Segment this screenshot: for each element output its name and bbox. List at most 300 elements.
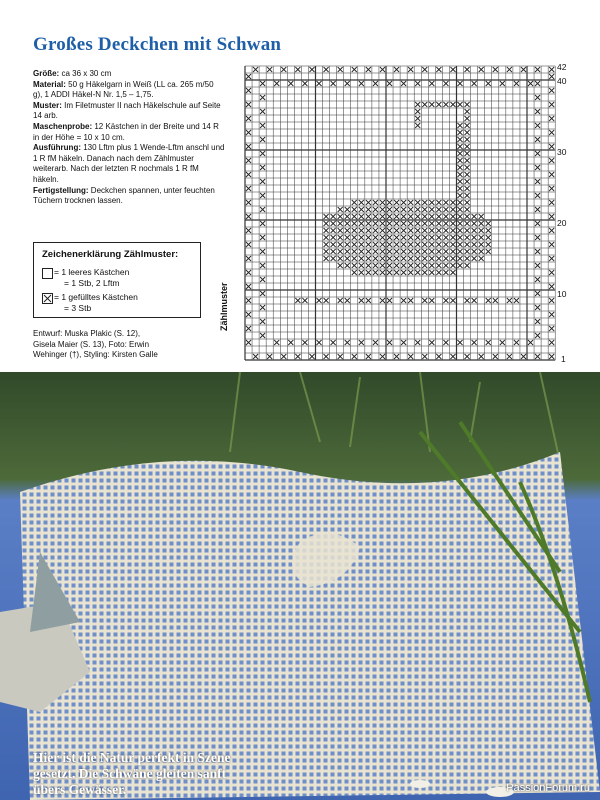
row-number: 1 — [561, 354, 566, 364]
filled-square — [401, 340, 406, 345]
filled-square — [387, 221, 392, 226]
filled-square — [465, 235, 470, 240]
filled-square — [260, 109, 265, 114]
filled-square — [253, 354, 258, 359]
filled-square — [394, 242, 399, 247]
filled-square — [246, 270, 251, 275]
filled-square — [394, 200, 399, 205]
filled-square — [422, 235, 427, 240]
filled-square — [415, 109, 420, 114]
filled-square — [535, 165, 540, 170]
filled-square — [450, 102, 455, 107]
filled-square — [352, 249, 357, 254]
filled-square — [549, 228, 554, 233]
filled-square — [458, 137, 463, 142]
filled-square — [549, 88, 554, 93]
filled-square — [443, 256, 448, 261]
filled-square — [443, 221, 448, 226]
filled-square — [260, 305, 265, 310]
filled-square — [401, 263, 406, 268]
filled-square — [549, 312, 554, 317]
filled-square — [549, 172, 554, 177]
filled-square — [465, 144, 470, 149]
filled-square — [394, 228, 399, 233]
filled-square — [394, 207, 399, 212]
filled-square — [458, 200, 463, 205]
filled-square — [373, 263, 378, 268]
filled-square — [549, 214, 554, 219]
filled-square — [422, 207, 427, 212]
filled-square — [380, 235, 385, 240]
legend-title: Zeichenerklärung Zählmuster: — [42, 249, 179, 260]
filled-square — [436, 354, 441, 359]
filled-square — [359, 235, 364, 240]
filled-square — [436, 67, 441, 72]
filled-square — [260, 291, 265, 296]
filled-square — [394, 67, 399, 72]
filled-square — [458, 249, 463, 254]
filled-square — [373, 235, 378, 240]
filled-square — [493, 354, 498, 359]
filled-square — [436, 228, 441, 233]
filled-square — [387, 263, 392, 268]
filled-square — [535, 319, 540, 324]
filled-square — [331, 235, 336, 240]
filled-square — [500, 340, 505, 345]
filled-square — [549, 354, 554, 359]
filled-square — [472, 235, 477, 240]
filled-square — [260, 235, 265, 240]
filled-square — [458, 172, 463, 177]
filled-square — [465, 179, 470, 184]
filled-square — [260, 333, 265, 338]
filled-square — [408, 298, 413, 303]
filled-square — [472, 242, 477, 247]
filled-square — [246, 256, 251, 261]
filled-square — [373, 207, 378, 212]
filled-square — [260, 123, 265, 128]
filled-square — [465, 151, 470, 156]
filled-square — [436, 270, 441, 275]
filled-square — [472, 221, 477, 226]
filled-square — [450, 249, 455, 254]
filled-square — [549, 256, 554, 261]
filled-square — [458, 158, 463, 163]
filled-square — [373, 270, 378, 275]
filled-square — [260, 95, 265, 100]
filled-square — [331, 340, 336, 345]
filled-square — [429, 200, 434, 205]
filled-square — [366, 249, 371, 254]
filled-square — [415, 207, 420, 212]
filled-square — [387, 214, 392, 219]
filled-square — [465, 193, 470, 198]
filled-square — [345, 221, 350, 226]
filled-square — [338, 298, 343, 303]
filled-square — [246, 228, 251, 233]
filled-square — [458, 228, 463, 233]
filled-square — [465, 214, 470, 219]
filled-square — [479, 354, 484, 359]
filled-square — [443, 200, 448, 205]
filled-square — [422, 270, 427, 275]
filled-square — [401, 221, 406, 226]
filled-square — [253, 67, 258, 72]
filled-square — [281, 67, 286, 72]
filled-square — [458, 130, 463, 135]
filled-square — [465, 102, 470, 107]
filled-square — [479, 256, 484, 261]
filled-square — [380, 263, 385, 268]
filled-square — [288, 81, 293, 86]
filled-square — [246, 102, 251, 107]
filled-square — [429, 249, 434, 254]
filled-square — [429, 235, 434, 240]
filled-square — [443, 214, 448, 219]
filled-square — [359, 81, 364, 86]
filled-square — [359, 298, 364, 303]
filled-square — [422, 214, 427, 219]
filled-square — [352, 67, 357, 72]
filled-square — [380, 67, 385, 72]
filled-square — [288, 340, 293, 345]
filled-square — [549, 74, 554, 79]
filled-square — [422, 200, 427, 205]
filled-square — [458, 214, 463, 219]
filled-square — [331, 81, 336, 86]
filled-square — [401, 81, 406, 86]
filled-square — [450, 207, 455, 212]
filled-square — [246, 284, 251, 289]
filled-square — [352, 214, 357, 219]
filled-square — [345, 256, 350, 261]
filled-square — [465, 123, 470, 128]
filled-square — [429, 102, 434, 107]
filled-square — [443, 298, 448, 303]
filled-square — [366, 242, 371, 247]
filled-square — [359, 214, 364, 219]
legend-empty-line2: = 1 Stb, 2 Lftm — [64, 278, 120, 288]
filled-square — [429, 207, 434, 212]
filled-square — [479, 242, 484, 247]
filled-square — [535, 263, 540, 268]
filled-square — [246, 186, 251, 191]
filled-square — [422, 354, 427, 359]
filled-square — [465, 130, 470, 135]
filled-square — [380, 270, 385, 275]
filled-square — [535, 109, 540, 114]
filled-square — [507, 298, 512, 303]
filled-square — [535, 221, 540, 226]
filled-square — [472, 256, 477, 261]
filled-square — [549, 242, 554, 247]
filled-square — [458, 256, 463, 261]
filled-square — [535, 354, 540, 359]
filled-square — [246, 158, 251, 163]
filled-square — [246, 88, 251, 93]
filled-square — [450, 67, 455, 72]
filled-square — [443, 102, 448, 107]
filled-square — [366, 228, 371, 233]
filled-square — [549, 340, 554, 345]
filled-square — [479, 214, 484, 219]
filled-square — [450, 235, 455, 240]
filled-square — [338, 67, 343, 72]
filled-square — [486, 298, 491, 303]
filled-square — [535, 95, 540, 100]
filled-square — [450, 354, 455, 359]
filled-square — [373, 256, 378, 261]
filled-square — [458, 186, 463, 191]
filled-square — [486, 249, 491, 254]
filled-square — [380, 200, 385, 205]
filled-square — [514, 298, 519, 303]
filled-square — [317, 81, 322, 86]
filled-square — [246, 312, 251, 317]
filled-square — [429, 221, 434, 226]
filled-square — [436, 214, 441, 219]
filled-square — [465, 186, 470, 191]
filled-square — [486, 221, 491, 226]
filled-square — [415, 123, 420, 128]
filled-square — [366, 354, 371, 359]
filled-square — [465, 256, 470, 261]
filled-square — [387, 200, 392, 205]
filled-square — [535, 179, 540, 184]
filled-square — [366, 298, 371, 303]
filled-square — [324, 228, 329, 233]
legend-empty-line1: = 1 leeres Kästchen — [54, 267, 130, 277]
filled-square — [331, 256, 336, 261]
filled-square — [479, 221, 484, 226]
filled-square — [408, 242, 413, 247]
filled-square — [302, 298, 307, 303]
filled-square — [260, 165, 265, 170]
filled-square — [429, 340, 434, 345]
filled-square — [401, 207, 406, 212]
filled-square — [549, 200, 554, 205]
filled-square — [345, 228, 350, 233]
filled-square — [387, 228, 392, 233]
filled-square — [535, 123, 540, 128]
filled-square — [359, 221, 364, 226]
filled-square — [359, 263, 364, 268]
filled-square — [352, 354, 357, 359]
filled-square — [373, 214, 378, 219]
filled-square — [408, 270, 413, 275]
filled-square — [549, 116, 554, 121]
filled-square — [352, 200, 357, 205]
filled-square — [549, 298, 554, 303]
filled-square — [408, 354, 413, 359]
filled-square — [415, 235, 420, 240]
legend-filled-line2: = 3 Stb — [64, 303, 92, 313]
filled-square — [338, 354, 343, 359]
filled-square — [408, 67, 413, 72]
filled-square — [429, 298, 434, 303]
filled-square — [380, 249, 385, 254]
filled-square — [535, 305, 540, 310]
filled-square — [528, 81, 533, 86]
filled-square — [465, 249, 470, 254]
filled-square — [415, 228, 420, 233]
filled-square — [373, 81, 378, 86]
filled-square — [521, 67, 526, 72]
filled-square — [450, 298, 455, 303]
filled-square — [422, 249, 427, 254]
filled-square — [387, 207, 392, 212]
filled-square — [331, 242, 336, 247]
photo-caption: Hier ist die Natur perfekt in Szene gesetzt. Die Schwäne gleiten sanft übers Gewässer. — [33, 750, 231, 797]
filled-square — [535, 151, 540, 156]
info-gauge: Maschenprobe: 12 Kästchen in der Breite und 14 R in der Höhe = 10 x 10 cm. — [33, 121, 219, 142]
filled-square — [324, 249, 329, 254]
filled-square — [443, 81, 448, 86]
filled-square — [549, 186, 554, 191]
info-finishing: Fertigstellung: Deckchen spannen, unter feuchten Tüchern trocknen lassen. — [33, 185, 215, 206]
filled-square — [549, 284, 554, 289]
filled-square — [366, 207, 371, 212]
filled-square — [317, 340, 322, 345]
filled-square — [422, 298, 427, 303]
filled-square — [345, 235, 350, 240]
filled-square — [486, 340, 491, 345]
filled-square — [486, 235, 491, 240]
filled-square — [359, 207, 364, 212]
filled-square — [408, 256, 413, 261]
filled-square — [246, 200, 251, 205]
filled-square — [458, 207, 463, 212]
filled-square — [260, 277, 265, 282]
filled-square — [394, 354, 399, 359]
filled-square — [415, 263, 420, 268]
filled-square — [267, 354, 272, 359]
filled-square — [281, 354, 286, 359]
filled-square — [352, 221, 357, 226]
filled-square — [422, 221, 427, 226]
filled-square — [352, 207, 357, 212]
filled-square — [352, 235, 357, 240]
filled-square — [415, 221, 420, 226]
filled-square — [415, 340, 420, 345]
filled-square — [465, 221, 470, 226]
filled-square — [401, 235, 406, 240]
filled-square — [394, 221, 399, 226]
filled-square — [408, 228, 413, 233]
filled-square — [549, 67, 554, 72]
counting-chart — [0, 0, 600, 370]
filled-square — [352, 270, 357, 275]
filled-square — [422, 256, 427, 261]
filled-square — [331, 249, 336, 254]
filled-square — [415, 270, 420, 275]
filled-square — [443, 235, 448, 240]
filled-square — [295, 354, 300, 359]
filled-square — [352, 242, 357, 247]
filled-square — [465, 228, 470, 233]
filled-square — [380, 298, 385, 303]
filled-square — [436, 102, 441, 107]
filled-square — [359, 340, 364, 345]
filled-square — [493, 67, 498, 72]
filled-square — [408, 249, 413, 254]
filled-square — [345, 242, 350, 247]
filled-square — [465, 165, 470, 170]
row-number: 40 — [557, 76, 567, 86]
filled-square — [359, 270, 364, 275]
filled-square — [338, 214, 343, 219]
filled-square — [246, 116, 251, 121]
filled-square — [429, 214, 434, 219]
filled-square — [345, 263, 350, 268]
filled-square — [458, 151, 463, 156]
filled-square — [422, 228, 427, 233]
filled-square — [450, 256, 455, 261]
filled-square — [535, 249, 540, 254]
filled-square — [429, 270, 434, 275]
filled-square — [458, 144, 463, 149]
filled-square — [401, 214, 406, 219]
filled-square — [260, 263, 265, 268]
filled-square — [472, 298, 477, 303]
filled-square — [387, 340, 392, 345]
filled-square — [338, 207, 343, 212]
filled-square — [408, 200, 413, 205]
filled-square — [429, 263, 434, 268]
filled-square — [436, 200, 441, 205]
filled-square — [387, 242, 392, 247]
filled-square — [260, 319, 265, 324]
filled-square — [443, 270, 448, 275]
filled-square — [415, 249, 420, 254]
filled-square — [436, 256, 441, 261]
filled-square — [246, 242, 251, 247]
filled-square — [338, 228, 343, 233]
filled-square — [345, 214, 350, 219]
filled-square — [260, 207, 265, 212]
filled-square — [429, 81, 434, 86]
filled-square — [352, 228, 357, 233]
filled-square — [359, 256, 364, 261]
filled-square — [366, 200, 371, 205]
filled-square — [535, 277, 540, 282]
filled-square — [366, 270, 371, 275]
filled-square — [394, 249, 399, 254]
filled-square — [246, 130, 251, 135]
filled-square — [458, 235, 463, 240]
filled-square — [401, 242, 406, 247]
filled-square — [387, 256, 392, 261]
filled-square — [415, 102, 420, 107]
info-execution: Ausführung: 130 Lftm plus 1 Wende-Lftm anschl und 1 R fM häkeln. Danach nach dem Zählmuster weiterarb. Nach der letzten R nochmals 1 R fM häkeln. — [33, 143, 225, 184]
legend-filled-line1: = 1 gefülltes Kästchen — [54, 292, 138, 302]
filled-square — [359, 228, 364, 233]
filled-square — [549, 326, 554, 331]
filled-square — [380, 214, 385, 219]
filled-square — [246, 74, 251, 79]
filled-square — [260, 137, 265, 142]
filled-square — [415, 214, 420, 219]
filled-square — [345, 81, 350, 86]
filled-square — [373, 249, 378, 254]
filled-square — [465, 109, 470, 114]
filled-square — [394, 270, 399, 275]
page-title: Großes Deckchen mit Schwan — [33, 34, 282, 55]
filled-square — [338, 242, 343, 247]
filled-square — [450, 263, 455, 268]
filled-square — [408, 221, 413, 226]
filled-square — [443, 228, 448, 233]
